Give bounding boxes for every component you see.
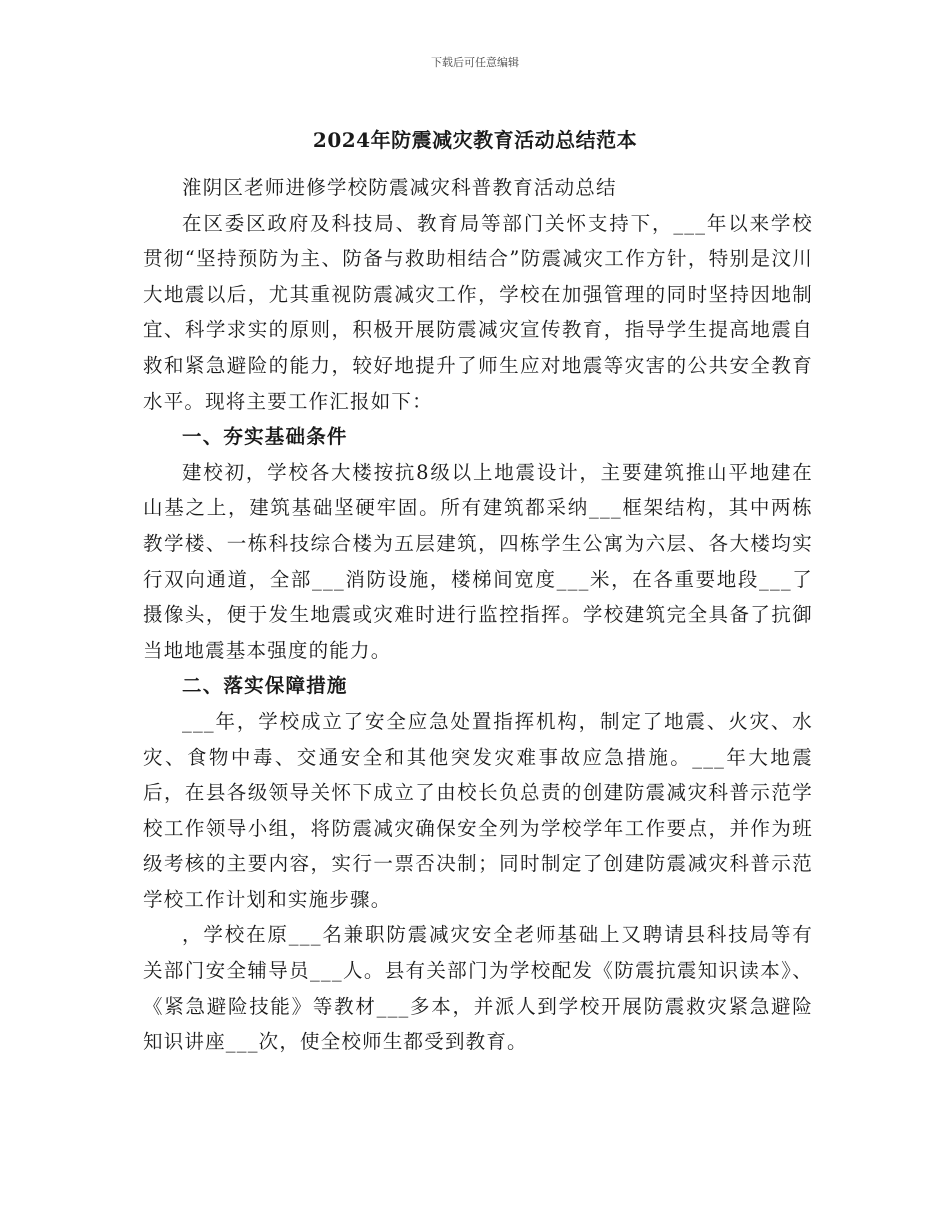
section-heading: 二、落实保障措施 <box>182 674 348 698</box>
body-paragraph: 建校初，学校各大楼按抗8级以上地震设计，主要建筑推山平地建在山基之上，建筑基础坚硬牢固。所有建筑都采纳___框架结构，其中两栋教学楼、一栋科技综合楼为五层建筑，四栋学生公寓为六层、各大楼均实行双向通道，全部___消防设施，楼梯间宽度___米，在各重要地段___了摄像头，便于发生地震或灾难时进行监控指挥。学校建筑完全具备了抗御当地地震基本强度的能力。 <box>143 460 813 662</box>
header-note: 下载后可任意编辑 <box>431 56 519 69</box>
document-body <box>143 170 813 1060</box>
body-paragraph: 在区委区政府及科技局、教育局等部门关怀支持下，___年以来学校贯彻“坚持预防为主、防备与救助相结合”防震减灾工作方针，特别是汶川大地震以后，尤其重视防震减灾工作，学校在加强管理的同时坚持因地制宜、科学求实的原则，积极开展防震减灾宣传教育，指导学生提高地震自救和紧急避险的能力，较好地提升了师生应对地震等灾害的公共安全教育水平。现将主要工作汇报如下： <box>143 211 813 413</box>
body-paragraph: ___年，学校成立了安全应急处置指挥机构，制定了地震、火灾、水灾、食物中毒、交通安全和其他突发灾难事故应急措施。___年大地震后，在县各级领导关怀下成立了由校长负总责的创建防震减灾科普示范学校工作领导小组，将防震减灾确保安全列为学校学年工作要点，并作为班级考核的主要内容，实行一票否决制；同时制定了创建防震减灾科普示范学校工作计划和实施步骤。 <box>143 709 813 911</box>
document-subtitle: 淮阴区老师进修学校防震减灾科普教育活动总结 <box>182 176 617 199</box>
document-title: 2024年防震减灾教育活动总结范本 <box>312 128 638 152</box>
section-heading: 一、夯实基础条件 <box>182 425 348 449</box>
body-paragraph: ，学校在原___名兼职防震减灾安全老师基础上又聘请县科技局等有关部门安全辅导员___人。县有关部门为学校配发《防震抗震知识读本》、《紧急避险技能》等教材___多本，并派人到学校开展防震救灾紧急避险知识讲座___次，使全校师生都受到教育。 <box>143 923 813 1054</box>
